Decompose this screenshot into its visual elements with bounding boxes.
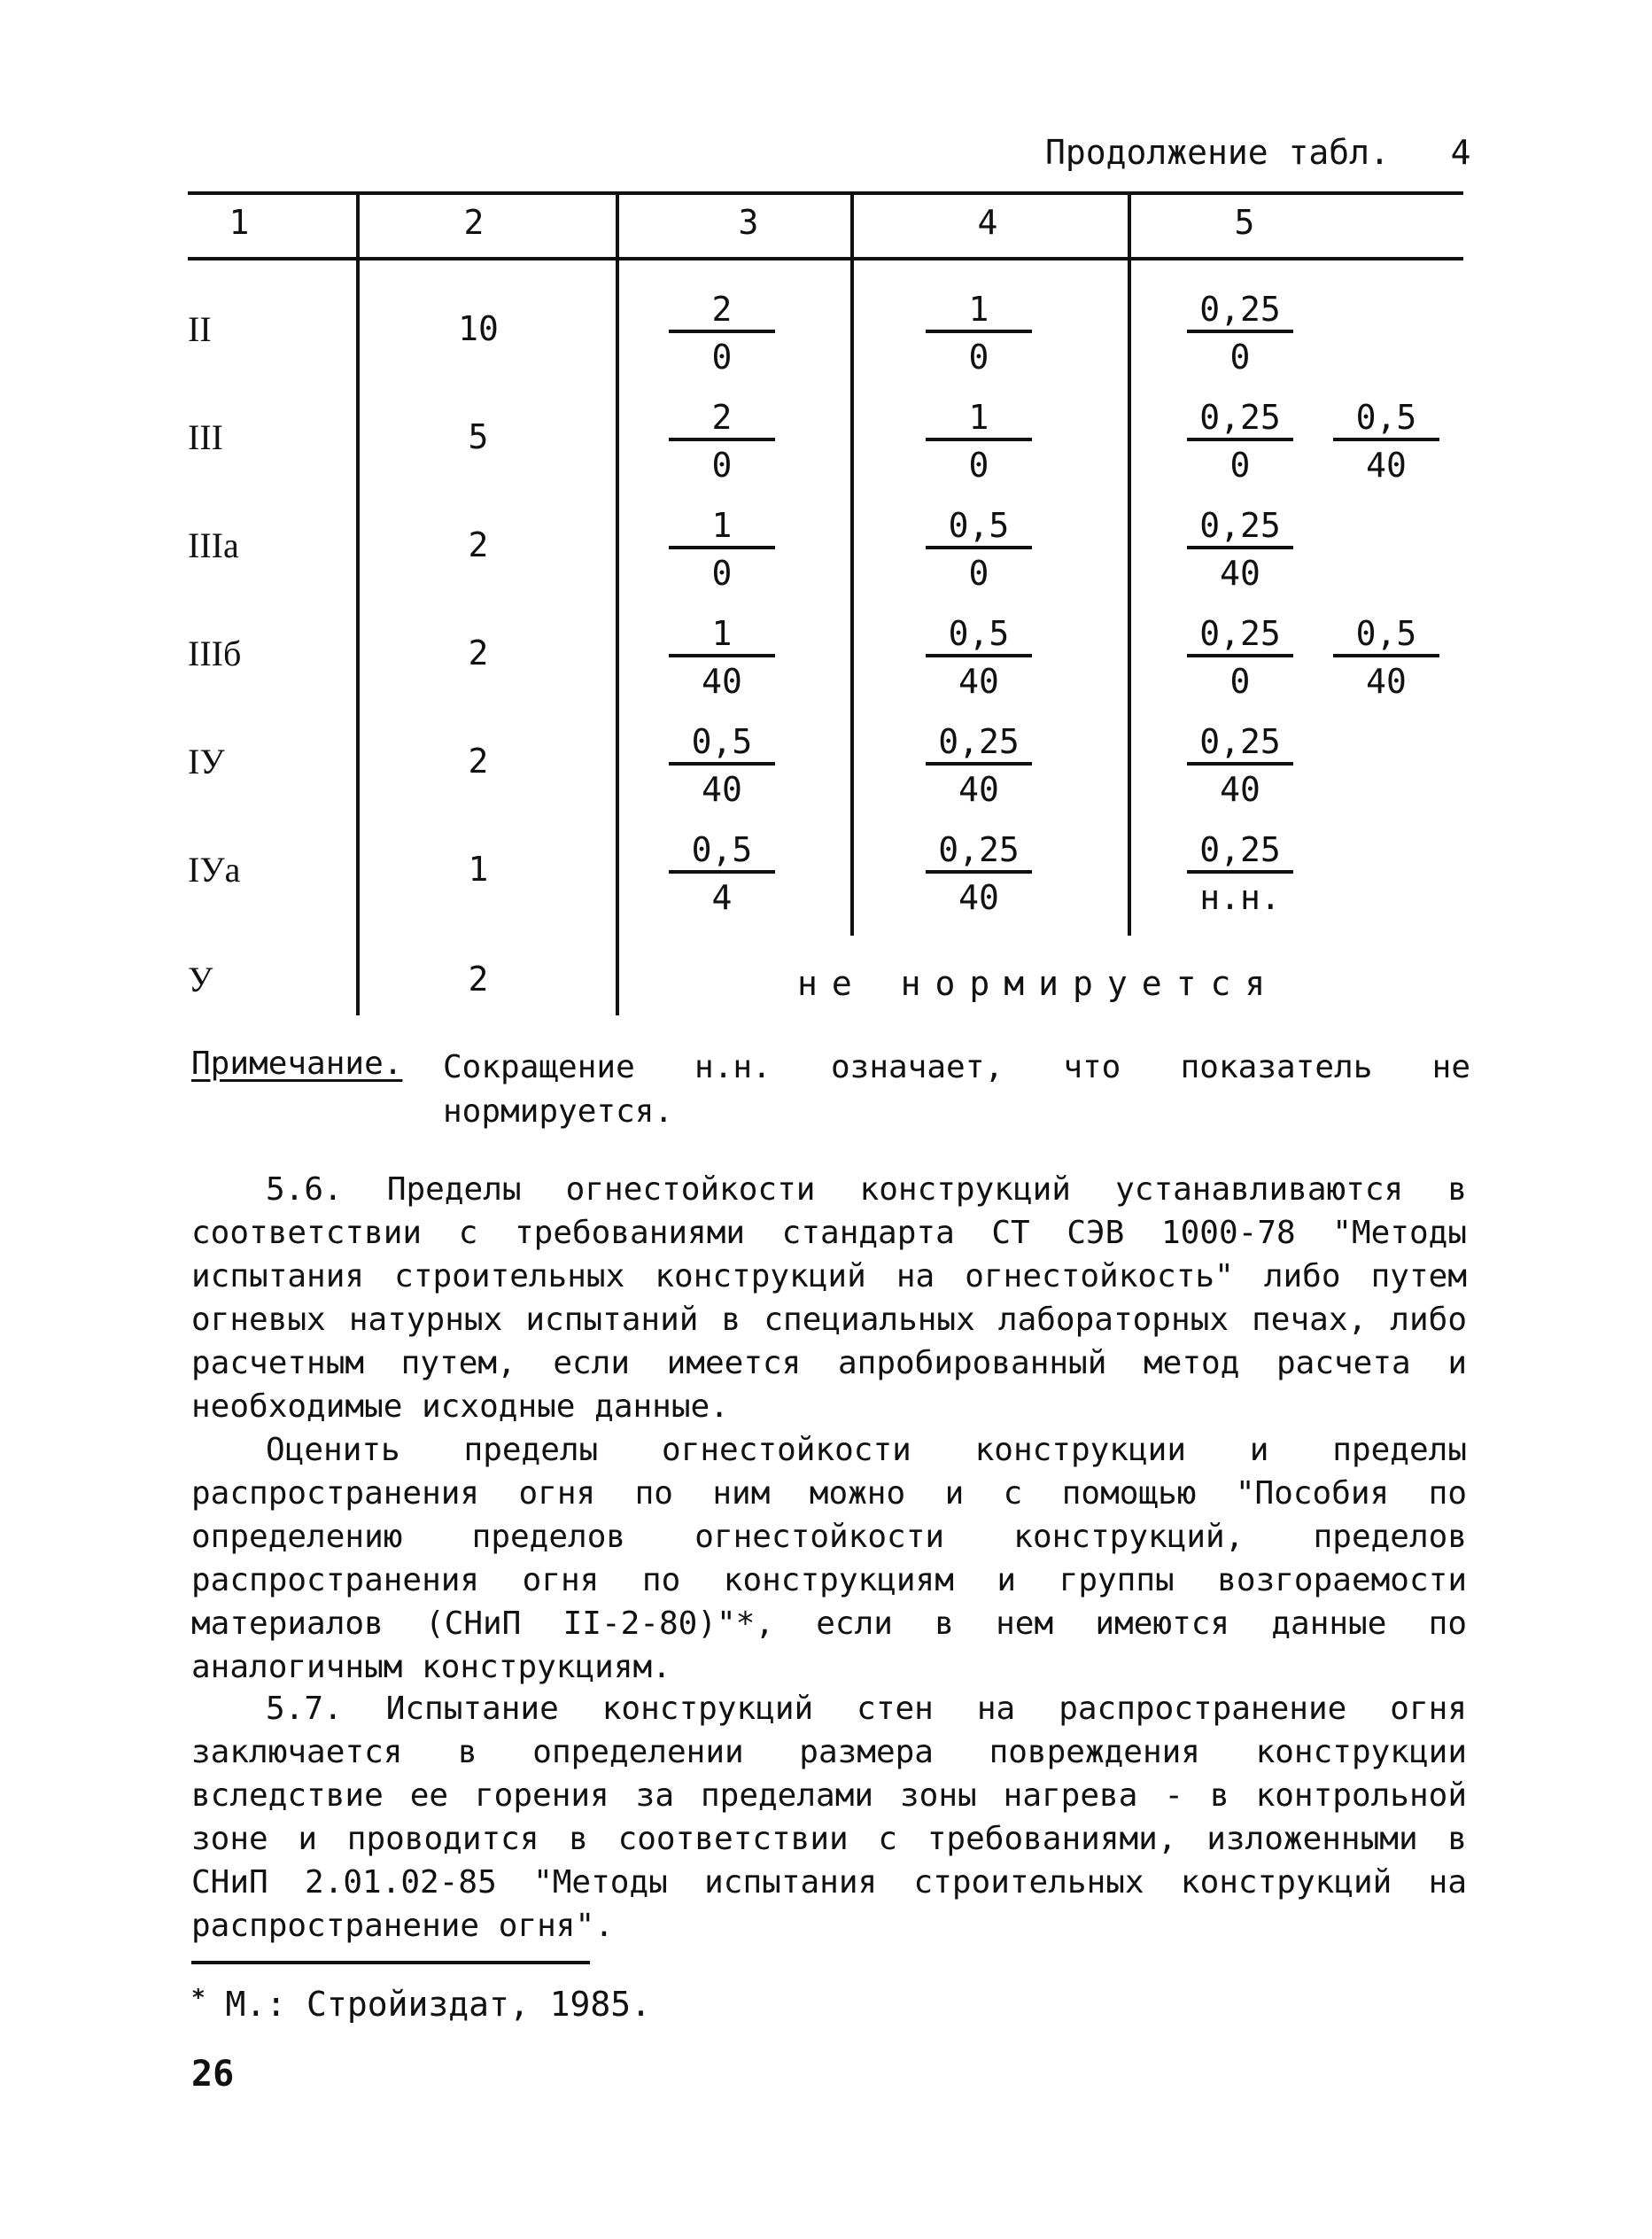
fraction-denominator: 40: [1220, 770, 1260, 809]
fraction-col5: [1187, 830, 1293, 917]
fraction-numerator: 1: [669, 509, 775, 549]
fraction-denominator: 0: [711, 554, 733, 593]
fraction-col5: [1187, 614, 1293, 701]
row-value-col2: 2: [468, 960, 489, 999]
fraction-col5: [1187, 290, 1293, 377]
fraction-col4: [926, 722, 1032, 809]
paragraph-5-7: 5.7. Испытание конструкций стен на распространение огня заключается в определении размера повреждения конструкции вследствие ее горения за пределами зоны нагрева - в контрольной зоне и проводится в соответствии с требованиями, изложенными в СНиП 2.01.02-85 "Методы испытания строительных конструкций на распространение огня".: [191, 1691, 1467, 1944]
fraction-col5: [1187, 506, 1293, 593]
page-number: 26: [191, 2054, 235, 2095]
row-label: У: [188, 960, 213, 999]
fraction-numerator: 0,5: [1333, 617, 1439, 657]
row-label: IУa: [188, 850, 241, 890]
fraction-denominator: 0: [1229, 338, 1251, 377]
fraction-numerator: 0,25: [1187, 400, 1293, 441]
fraction-denominator: 0: [968, 554, 989, 593]
row-value-col2: 1: [468, 850, 489, 889]
fraction-col3: [669, 830, 775, 917]
fraction-denominator: 40: [702, 770, 742, 809]
row-label: III: [188, 417, 223, 457]
fraction-denominator: 40: [1220, 554, 1260, 593]
paragraph-evaluation: Оценить пределы огнестойкости конструкции и пределы распространения огня по ним можно и с помощью "Пособия по определению пределов огнестойкости конструкций, пределов распространения огня по конструкциям и группы возгораемости материалов (СНиП II-2-80)"*, если в нем имеются данные по аналогичным конструкциям.: [191, 1432, 1467, 1685]
header-col-5: 5: [1234, 203, 1255, 242]
fraction-numerator: 0,5: [1333, 400, 1439, 441]
header-col-3: 3: [738, 203, 759, 242]
header-col-4: 4: [977, 203, 998, 242]
fraction-col4: [926, 398, 1032, 485]
column-divider-3: [850, 191, 854, 936]
fraction-denominator: 40: [702, 662, 742, 701]
fraction-numerator: 0,25: [1187, 509, 1293, 549]
footnote: [191, 1985, 651, 2024]
fraction-denominator: 0: [1229, 446, 1251, 485]
fraction-numerator: 0,25: [926, 725, 1032, 766]
note-label: Примечание.: [191, 1046, 403, 1082]
fraction-col3: [669, 398, 775, 485]
fraction-denominator: 40: [958, 662, 999, 701]
fraction-denominator: 4: [711, 878, 733, 917]
row-label: II: [188, 309, 212, 349]
footnote-text: М.: Стройиздат, 1985.: [225, 1985, 651, 2024]
fraction-numerator: 0,25: [1187, 833, 1293, 874]
fraction-numerator: 0,25: [926, 833, 1032, 874]
fraction-denominator: 40: [958, 770, 999, 809]
row-value-col2: 2: [468, 742, 489, 781]
fraction-numerator: 0,25: [1187, 617, 1293, 657]
row-value-col2: 2: [468, 634, 489, 672]
fraction-col3: [669, 290, 775, 377]
row-value-col2: 10: [458, 309, 499, 348]
fraction-col4: [926, 506, 1032, 593]
fraction-col5: [1187, 722, 1293, 809]
table-header-rule: [188, 257, 1463, 260]
fraction-col4: [926, 614, 1032, 701]
row-label: IIIб: [188, 634, 242, 673]
fraction-denominator: 0: [711, 446, 733, 485]
fraction-numerator: 2: [669, 292, 775, 333]
paragraph-5-6: 5.6. Пределы огнестойкости конструкций устанавливаются в соответствии с требованиями стандарта СТ СЭВ 1000-78 "Методы испытания строительных конструкций на огнестойкость" либо путем огневых натурных испытаний в специальных лабораторных печах, либо расчетным путем, если имеется апробированный метод расчета и необходимые исходные данные.: [191, 1171, 1467, 1425]
fraction-numerator: 1: [669, 617, 775, 657]
column-divider-2: [616, 191, 619, 1015]
fraction-col3: [669, 506, 775, 593]
header-col-1: 1: [229, 203, 250, 242]
fraction-numerator: 0,25: [1187, 725, 1293, 766]
fraction-denominator: 0: [1229, 662, 1251, 701]
fraction-denominator: 40: [1366, 662, 1407, 701]
fraction-denominator: н.н.: [1199, 878, 1281, 917]
row-label: IIIa: [188, 525, 239, 565]
header-col-2: 2: [463, 203, 485, 242]
note-text: Сокращение н.н. означает, что показатель не нормируется.: [443, 1049, 1470, 1130]
fraction-numerator: 0,25: [1187, 292, 1293, 333]
fraction-col5-extra: [1333, 398, 1439, 485]
fraction-denominator: 40: [1366, 446, 1407, 485]
row-label: IУ: [188, 742, 225, 781]
fraction-col4: [926, 830, 1032, 917]
fraction-numerator: 2: [669, 400, 775, 441]
column-divider-1: [356, 191, 360, 1015]
table-number: 4: [1450, 133, 1471, 172]
fraction-col4: [926, 290, 1032, 377]
fraction-denominator: 40: [958, 878, 999, 917]
fraction-col3: [669, 614, 775, 701]
row-value-col2: 2: [468, 525, 489, 564]
fraction-denominator: 0: [968, 446, 989, 485]
row-value-col2: 5: [468, 417, 489, 456]
fraction-numerator: 0,5: [669, 725, 775, 766]
column-divider-4: [1128, 191, 1131, 936]
fraction-numerator: 0,5: [926, 617, 1032, 657]
fraction-col3: [669, 722, 775, 809]
fraction-denominator: 0: [711, 338, 733, 377]
fraction-numerator: 1: [926, 292, 1032, 333]
footnote-mark: *: [191, 1985, 206, 2011]
fraction-numerator: 0,5: [669, 833, 775, 874]
merged-cell-not-normed: не нормируется: [797, 964, 1280, 1003]
fraction-numerator: 0,5: [926, 509, 1032, 549]
continuation-text: Продолжение табл.: [1045, 133, 1390, 172]
fraction-col5: [1187, 398, 1293, 485]
fraction-denominator: 0: [968, 338, 989, 377]
fraction-col5-extra: [1333, 614, 1439, 701]
table-top-rule: [188, 191, 1463, 195]
table-continuation-title: [1045, 133, 1470, 172]
footnote-rule: [191, 1961, 590, 1964]
fraction-numerator: 1: [926, 400, 1032, 441]
